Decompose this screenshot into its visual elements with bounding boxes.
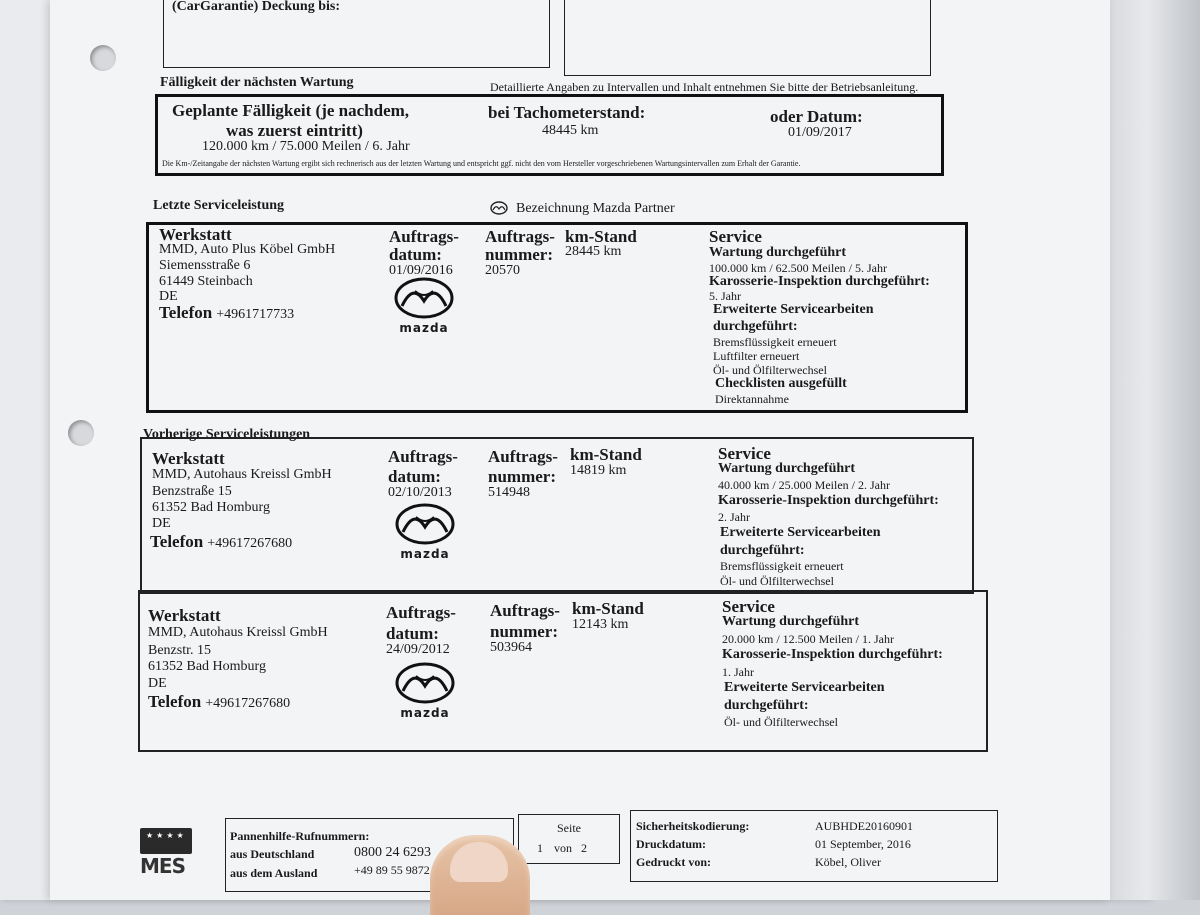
mazda-logo bbox=[393, 277, 455, 335]
previous-services-title: Vorherige Serviceleistungen bbox=[143, 427, 311, 442]
ausland-label: aus dem Ausland bbox=[230, 866, 318, 880]
service-label: Service bbox=[722, 597, 775, 616]
werkstatt-country: DE bbox=[152, 516, 171, 531]
date-label-1: Auftrags- bbox=[389, 227, 459, 246]
order-number: 514948 bbox=[488, 485, 530, 500]
mazda-wordmark: mazda bbox=[400, 706, 450, 720]
date-label-1: Auftrags- bbox=[386, 603, 456, 622]
arbeit-item: Bremsflüssigkeit erneuert bbox=[713, 335, 837, 349]
cargarantie-label: (CarGarantie) Deckung bis: bbox=[172, 0, 340, 14]
tacho-label: bei Tachometerstand: bbox=[488, 103, 646, 122]
werkstatt-country: DE bbox=[148, 676, 167, 691]
nr-label-2: nummer: bbox=[488, 467, 556, 486]
sicherheit-label: Sicherheitskodierung: bbox=[636, 819, 750, 833]
nr-label-2: nummer: bbox=[485, 245, 553, 264]
date-label-2: datum: bbox=[389, 245, 442, 264]
page-current: 1 bbox=[537, 841, 543, 855]
mazda-wordmark: mazda bbox=[399, 321, 449, 335]
order-number: 503964 bbox=[490, 640, 532, 655]
werkstatt-city: 61449 Steinbach bbox=[159, 274, 253, 289]
punch-hole bbox=[90, 45, 116, 71]
erweitert-label-2: durchgeführt: bbox=[724, 698, 809, 713]
werkstatt-country: DE bbox=[159, 289, 178, 304]
page-box bbox=[518, 814, 620, 864]
gedruckt-label: Gedruckt von: bbox=[636, 855, 711, 869]
druck-value: 01 September, 2016 bbox=[815, 837, 911, 851]
desk-background bbox=[1110, 0, 1200, 900]
last-service-box bbox=[146, 222, 968, 413]
werkstatt-name: MMD, Auto Plus Köbel GmbH bbox=[159, 242, 336, 257]
page-total: 2 bbox=[581, 841, 587, 855]
mes-logo bbox=[140, 828, 196, 888]
wartung-value: 100.000 km / 62.500 Meilen / 5. Jahr bbox=[709, 261, 887, 275]
cargarantie-box bbox=[163, 0, 550, 68]
partner-legend bbox=[490, 199, 675, 217]
date-value: 01/09/2017 bbox=[788, 125, 852, 140]
km-label: km-Stand bbox=[565, 227, 637, 246]
karosserie-label: Karosserie-Inspektion durchgeführt: bbox=[709, 274, 930, 289]
karosserie-value: 2. Jahr bbox=[718, 510, 750, 524]
telefon-label: Telefon bbox=[148, 692, 202, 711]
order-number: 20570 bbox=[485, 263, 520, 278]
km-label: km-Stand bbox=[572, 599, 644, 618]
mes-logo-text: MES bbox=[140, 854, 185, 878]
mazda-wordmark: mazda bbox=[400, 547, 450, 561]
erweitert-label-2: durchgeführt: bbox=[720, 543, 805, 558]
werkstatt-street: Benzstr. 15 bbox=[148, 643, 211, 658]
last-service-title: Letzte Serviceleistung bbox=[153, 198, 285, 213]
km-label: km-Stand bbox=[570, 445, 642, 464]
page-von: von bbox=[554, 841, 572, 855]
order-date: 01/09/2016 bbox=[389, 263, 453, 278]
previous-record-1 bbox=[140, 437, 974, 594]
mazda-emblem-icon bbox=[394, 503, 456, 545]
service-document bbox=[50, 0, 1110, 900]
werkstatt-label: Werkstatt bbox=[148, 606, 221, 625]
checklist-label: Checklisten ausgefüllt bbox=[715, 376, 847, 391]
nr-label-1: Auftrags- bbox=[485, 227, 555, 246]
wartung-label: Wartung durchgeführt bbox=[709, 245, 847, 260]
telefon-value: +49617267680 bbox=[207, 536, 293, 551]
werkstatt-street: Benzstraße 15 bbox=[152, 484, 232, 499]
mazda-emblem-icon bbox=[394, 662, 456, 704]
arbeit-item: Bremsflüssigkeit erneuert bbox=[720, 559, 844, 573]
arbeit-item: Luftfilter erneuert bbox=[713, 349, 800, 363]
mes-logo-stars bbox=[140, 828, 192, 854]
nr-label-1: Auftrags- bbox=[490, 601, 560, 620]
mazda-logo bbox=[394, 503, 456, 561]
ausland-number: +49 89 55 9872 bbox=[354, 863, 430, 877]
werkstatt-name: MMD, Autohaus Kreissl GmbH bbox=[152, 467, 332, 482]
karosserie-value: 1. Jahr bbox=[722, 665, 754, 679]
planned-label-2: was zuerst eintritt) bbox=[226, 121, 363, 140]
pannenhilfe-label: Pannenhilfe-Rufnummern: bbox=[230, 829, 370, 843]
date-label: oder Datum: bbox=[770, 107, 863, 126]
date-label-2: datum: bbox=[388, 467, 441, 486]
date-label-2: datum: bbox=[386, 624, 439, 643]
service-label: Service bbox=[718, 444, 771, 463]
telefon-value: +4961717733 bbox=[216, 307, 295, 322]
arbeit-item: Öl- und Ölfilterwechsel bbox=[724, 715, 838, 729]
wartung-label: Wartung durchgeführt bbox=[718, 461, 856, 476]
druck-label: Druckdatum: bbox=[636, 837, 707, 851]
de-label: aus Deutschland bbox=[230, 847, 315, 861]
sicherheit-value: AUBHDE20160901 bbox=[815, 819, 913, 833]
erweitert-label-1: Erweiterte Servicearbeiten bbox=[713, 302, 874, 317]
werkstatt-label: Werkstatt bbox=[152, 449, 225, 468]
km-value: 28445 km bbox=[565, 244, 622, 259]
partner-label: Bezeichnung Mazda Partner bbox=[516, 201, 675, 216]
previous-record-2 bbox=[138, 590, 988, 752]
karosserie-label: Karosserie-Inspektion durchgeführt: bbox=[722, 647, 943, 662]
werkstatt-name: MMD, Autohaus Kreissl GmbH bbox=[148, 625, 328, 640]
planned-value: 120.000 km / 75.000 Meilen / 6. Jahr bbox=[202, 139, 410, 154]
karosserie-value: 5. Jahr bbox=[709, 289, 741, 303]
punch-hole bbox=[68, 420, 94, 446]
werkstatt-street: Siemensstraße 6 bbox=[159, 258, 251, 273]
top-right-box bbox=[564, 0, 931, 76]
gedruckt-value: Köbel, Oliver bbox=[815, 855, 881, 869]
planned-label: Geplante Fälligkeit (je nachdem, bbox=[172, 101, 410, 120]
erweitert-label-1: Erweiterte Servicearbeiten bbox=[720, 525, 881, 540]
detail-note: Detaillierte Angaben zu Intervallen und Inhalt entnehmen Sie bitte der Betriebsanleitung. bbox=[490, 80, 919, 94]
km-value: 14819 km bbox=[570, 463, 627, 478]
telefon-value: +49617267680 bbox=[205, 696, 291, 711]
erweitert-label-2: durchgeführt: bbox=[713, 319, 798, 334]
next-service-footnote: Die Km-/Zeitangabe der nächsten Wartung ergibt sich rechnerisch aus der letzten Wartung und entspricht ggf. nicht den vom Hersteller vorgeschriebenen Wartungsintervallen zum Erhalt der Garantie. bbox=[162, 159, 801, 168]
werkstatt-city: 61352 Bad Homburg bbox=[148, 659, 266, 674]
checklist-value: Direktannahme bbox=[715, 392, 789, 406]
km-value: 12143 km bbox=[572, 617, 629, 632]
karosserie-label: Karosserie-Inspektion durchgeführt: bbox=[718, 493, 939, 508]
wartung-value: 40.000 km / 25.000 Meilen / 2. Jahr bbox=[718, 478, 890, 492]
erweitert-label-1: Erweiterte Servicearbeiten bbox=[724, 680, 885, 695]
order-date: 24/09/2012 bbox=[386, 642, 450, 657]
mazda-emblem-icon bbox=[393, 277, 455, 319]
service-label: Service bbox=[709, 227, 762, 246]
wartung-label: Wartung durchgeführt bbox=[722, 614, 860, 629]
tacho-value: 48445 km bbox=[542, 123, 599, 138]
arbeit-item: Öl- und Ölfilterwechsel bbox=[713, 363, 827, 377]
werkstatt-label: Werkstatt bbox=[159, 225, 232, 244]
mazda-small-icon bbox=[490, 201, 508, 215]
telefon-label: Telefon bbox=[159, 303, 213, 322]
wartung-value: 20.000 km / 12.500 Meilen / 1. Jahr bbox=[722, 632, 894, 646]
telefon-label: Telefon bbox=[150, 532, 204, 551]
next-service-box bbox=[155, 94, 944, 176]
nr-label-2: nummer: bbox=[490, 622, 558, 641]
print-info-box bbox=[630, 810, 998, 882]
page-label: Seite bbox=[557, 821, 581, 835]
date-label-1: Auftrags- bbox=[388, 447, 458, 466]
order-date: 02/10/2013 bbox=[388, 485, 452, 500]
arbeit-item: Öl- und Ölfilterwechsel bbox=[720, 574, 834, 588]
faelligkeit-title: Fälligkeit der nächsten Wartung bbox=[160, 75, 354, 90]
nr-label-1: Auftrags- bbox=[488, 447, 558, 466]
star-icon: ★★★★ bbox=[146, 831, 187, 840]
mazda-logo bbox=[394, 662, 456, 720]
de-number: 0800 24 6293 bbox=[354, 845, 431, 860]
werkstatt-city: 61352 Bad Homburg bbox=[152, 500, 270, 515]
